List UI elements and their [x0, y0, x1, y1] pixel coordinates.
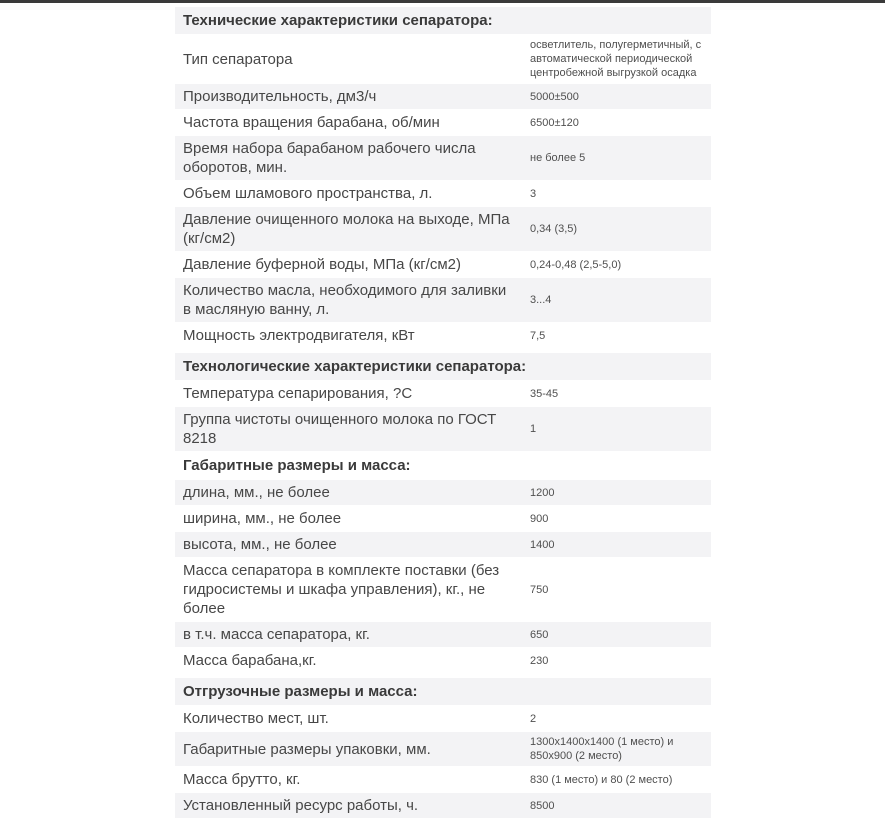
section-header-label: Отгрузочные размеры и масса:	[183, 683, 418, 700]
section-header-row	[175, 7, 711, 34]
spec-value: осветлитель, полугерметичный, с автоматической периодической центробежной выгрузкой осадка	[530, 39, 702, 79]
spec-row	[175, 84, 711, 109]
spec-value: не более 5	[530, 152, 586, 164]
spec-label: Количество масла, необходимого для заливки в масляную ванну, л.	[183, 282, 507, 318]
spec-row	[175, 252, 711, 277]
section-header-label: Технические характеристики сепаратора:	[183, 12, 493, 29]
spec-value: 7,5	[530, 329, 546, 342]
spec-value: 830 (1 место) и 80 (2 место)	[530, 773, 673, 786]
spec-value: 3...4	[530, 294, 552, 306]
spec-value: 2	[530, 712, 537, 725]
spec-value: 1400	[530, 538, 555, 551]
spec-label: Масса барабана,кг.	[183, 652, 317, 669]
spec-row	[175, 323, 711, 348]
spec-row	[175, 767, 711, 792]
spec-value: 650	[530, 628, 549, 641]
spec-row	[175, 136, 711, 180]
spec-row	[175, 706, 711, 731]
spec-label: Объем шламового пространства, л.	[183, 185, 433, 202]
spec-label: Масса брутто, кг.	[183, 771, 301, 788]
spec-label: Мощность электродвигателя, кВт	[183, 327, 415, 344]
section-header-label: Габаритные размеры и масса:	[183, 457, 411, 474]
spec-row	[175, 278, 711, 322]
spec-label: Давление буферной воды, МПа (кг/см2)	[183, 256, 461, 273]
spec-label: Установленный ресурс работы, ч.	[183, 797, 419, 814]
spec-row	[175, 648, 711, 673]
spec-row	[175, 207, 711, 251]
spec-row	[175, 558, 711, 621]
spec-label: в т.ч. масса сепаратора, кг.	[183, 626, 370, 643]
spec-label: высота, мм., не более	[183, 536, 337, 553]
spec-label: ширина, мм., не более	[183, 510, 342, 527]
spec-label: Время набора барабаном рабочего числа оборотов, мин.	[183, 140, 476, 176]
spec-table	[175, 7, 711, 819]
spec-row	[175, 181, 711, 206]
section-header-row	[175, 353, 711, 380]
spec-value: 0,24-0,48 (2,5-5,0)	[530, 258, 622, 271]
spec-row	[175, 732, 711, 766]
spec-label: Количество мест, шт.	[183, 710, 329, 727]
spec-value: 3	[530, 187, 537, 200]
spec-label: Частота вращения барабана, об/мин	[183, 114, 440, 131]
spec-value: 230	[530, 654, 549, 667]
spec-value: 900	[530, 512, 549, 525]
spec-value: 5000±500	[530, 90, 579, 103]
spec-value: 1300x1400x1400 (1 место) и 850x900 (2 место)	[530, 736, 674, 762]
spec-value: 0,34 (3,5)	[530, 223, 578, 235]
spec-label: Давление очищенного молока на выходе, МПа (кг/см2)	[183, 211, 510, 247]
spec-row	[175, 480, 711, 505]
spec-label: Температура сепарирования, ?С	[183, 385, 413, 402]
spec-row	[175, 381, 711, 406]
spec-value: 750	[530, 583, 549, 596]
top-divider-bar	[0, 0, 885, 3]
spec-value: 1200	[530, 486, 555, 499]
section-header-row	[175, 452, 711, 479]
spec-row	[175, 532, 711, 557]
section-header-row	[175, 678, 711, 705]
spec-value: 1	[530, 423, 537, 435]
spec-row	[175, 35, 711, 83]
spec-label: Масса сепаратора в комплекте поставки (без гидросистемы и шкафа управления), кг., не более	[183, 562, 500, 617]
spec-label: длина, мм., не более	[183, 484, 330, 501]
spec-row	[175, 622, 711, 647]
spec-row	[175, 110, 711, 135]
spec-label: Группа чистоты очищенного молока по ГОСТ 8218	[183, 411, 497, 447]
section-header-label: Технологические характеристики сепаратора:	[183, 358, 527, 375]
spec-row	[175, 793, 711, 818]
spec-value: 8500	[530, 799, 555, 812]
spec-label: Производительность, дм3/ч	[183, 88, 377, 105]
spec-label: Габаритные размеры упаковки, мм.	[183, 740, 431, 758]
spec-label: Тип сепаратора	[183, 50, 293, 68]
spec-row	[175, 506, 711, 531]
spec-value: 6500±120	[530, 116, 579, 129]
spec-value: 35-45	[530, 387, 559, 400]
spec-row	[175, 407, 711, 451]
